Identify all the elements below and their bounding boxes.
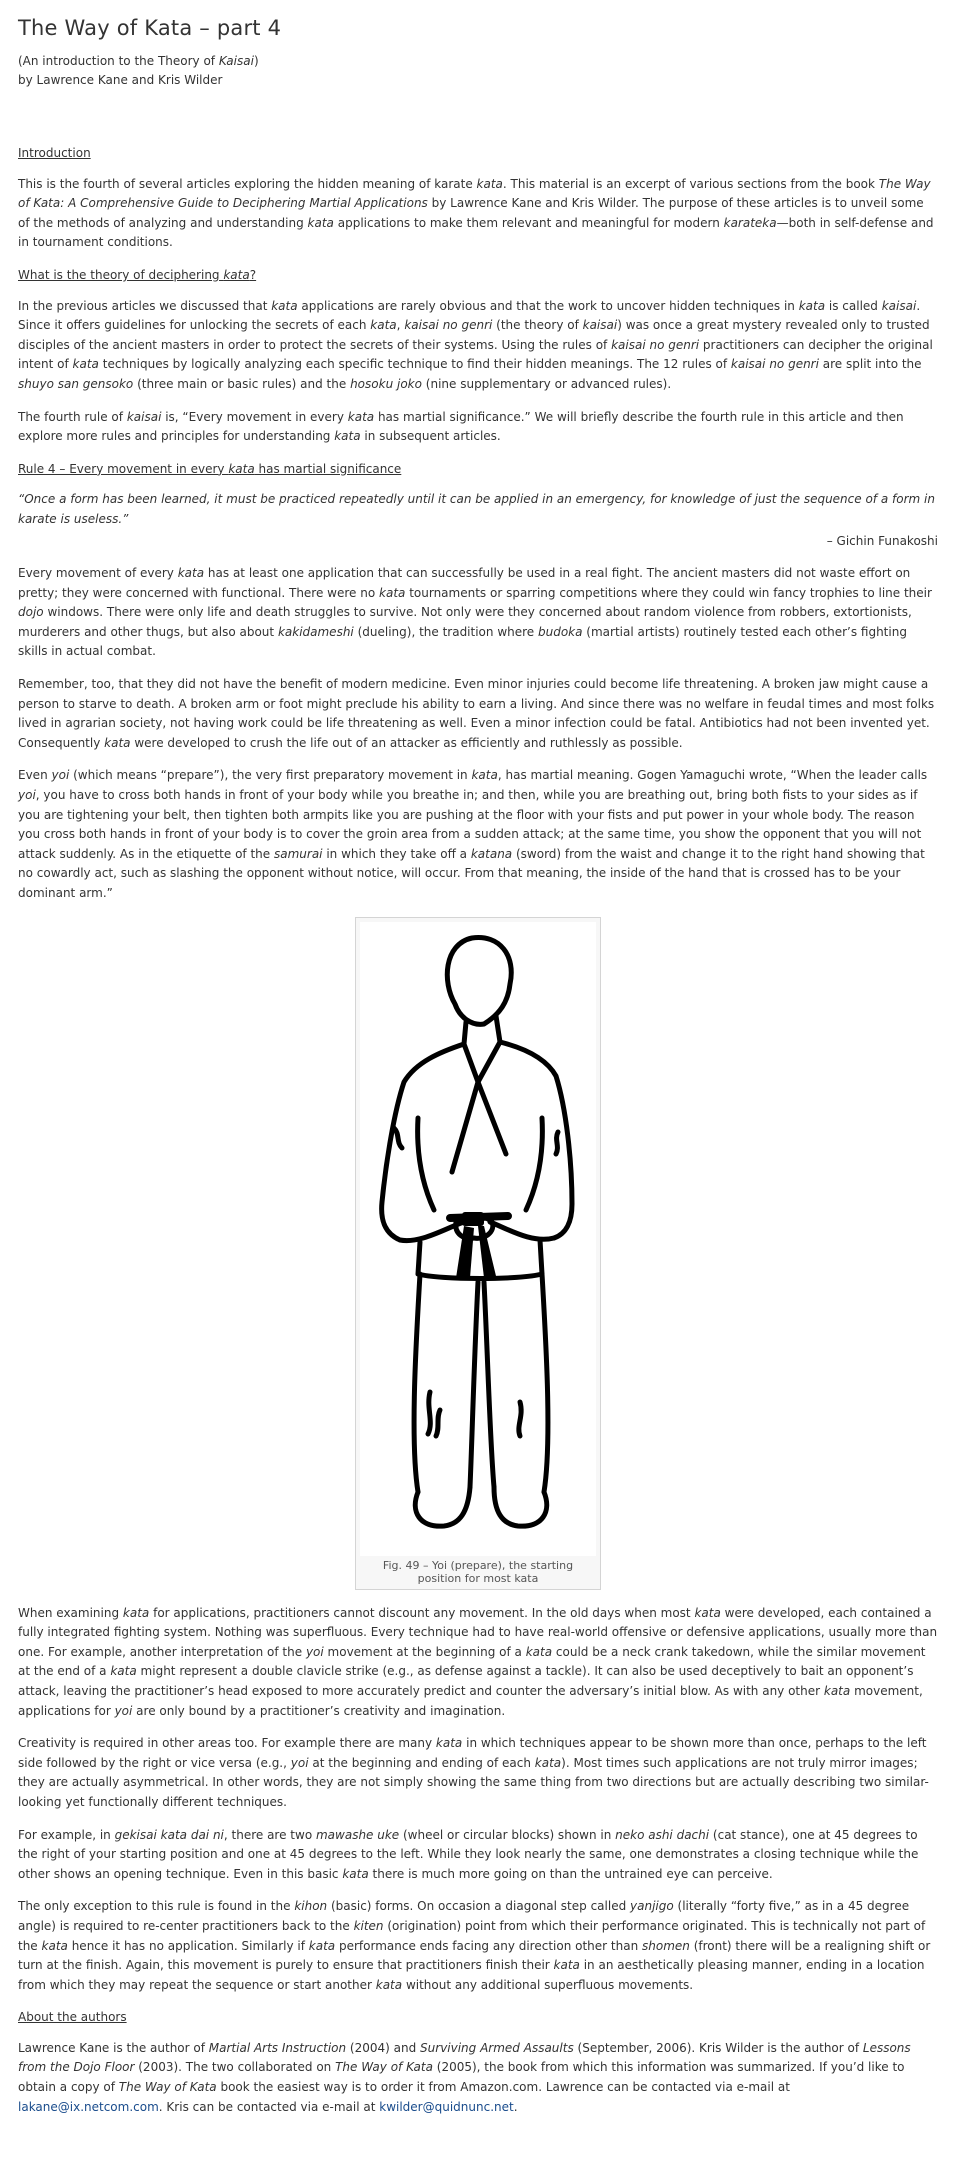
email-link-kris[interactable]: kwilder@quidnunc.net (379, 2099, 514, 2114)
paragraph-yoi: Even yoi (which means “prepare”), the very first preparatory movement in kata, has martial meaning. Gogen Yamaguchi wrote, “When the leader calls yoi, you have to cross both hands in front of your body while you breathe in; and then, while you are breathing out, bring both fists to your sides as if you are tightening your belt, then tighten both armpits like you are pushing at the floor with your fists and put power in your whole body. The reason you cross both hands in front of your body is to cover the groin area from a sudden attack; at the same time, you show the opponent that you will not attack suddenly. As in the etiquette of the samurai in which they take off a katana (sword) from the waist and change it to the right hand showing that no cowardly act, such as slashing the opponent without notice, will occur. From that meaning, the inside of the hand that is crossed has to be your dominant arm.” (18, 768, 928, 900)
page-title: The Way of Kata – part 4 (18, 16, 282, 40)
paragraph-gekisai: For example, in gekisai kata dai ni, there are two mawashe uke (wheel or circular blocks) shown in neko ashi dachi (cat stance), one at 45 degrees to the right of your starting position and one at 45 degrees to the left. While they look nearly the same, one demonstrates a closing technique while the other shows an opening technique. Even in this basic kata there is much more going on than the untrained eye can perceive. (18, 1827, 919, 1881)
figure-container (18, 917, 938, 1590)
paragraph-fourth-rule: The fourth rule of kaisai is, “Every movement in every kata has martial significance.” We will briefly describe the fourth rule in this article and then explore more rules and principles for understanding kata in subsequent articles. (18, 409, 904, 444)
paragraph-creativity: Creativity is required in other areas too. For example there are many kata in which techniques appear to be shown more than once, perhaps to the left side followed by the right or vice versa (e.g., yoi at the beginning and ending of each kata). Most times such applications are not truly mirror images; they are actually asymmetrical. In other words, they are not simply showing the same thing from two directions but are actually describing two similar-looking yet functionally different techniques. (18, 1736, 929, 1809)
paragraph-medicine: Remember, too, that they did not have the benefit of modern medicine. Even minor injuries could become life threatening. A broken jaw might cause a person to starve to death. A broken arm or foot might preclude his ability to earn a living. And since there was no welfare in feudal times and most folks lived in agrarian society, not having work could be life threatening as well. Even a minor infection could be fatal. Antibiotics had not been invented yet. Consequently kata were developed to crush the life out of an attacker as efficiently and ruthlessly as possible. (18, 677, 935, 750)
paragraph-examining: When examining kata for applications, practitioners cannot discount any movement. In the old days when most kata were developed, each contained a fully integrated fighting system. Nothing was superfluous. Every technique had to have real-world offensive or defensive applications, usually more than one. For example, another interpretation of the yoi movement at the beginning of a kata could be a neck crank takedown, while the similar movement at the end of a kata might represent a double clavicle strike (e.g., as defense against a tackle). It can also be used deceptively to bait an opponent’s attack, leaving the practitioner’s head exposed to more accurately predict and counter the adversary’s initial blow. As with any other kata movement, applications for yoi are only bound by a practitioner’s creativity and imagination. (18, 1605, 938, 1718)
email-link-lawrence[interactable]: lakane@ix.netcom.com (18, 2099, 159, 2114)
paragraph-intro: This is the fourth of several articles exploring the hidden meaning of karate kata. This material is an excerpt of various sections from the book The Way of Kata: A Comprehensive Guide to Deciphering Martial Applications by Lawrence Kane and Kris Wilder. The purpose of these articles is to unveil some of the methods of analyzing and understanding kata applications to make them relevant and meaningful for modern karateka—both in self-defense and in tournament conditions. (18, 176, 934, 250)
section-heading-theory: What is the theory of deciphering kata? (18, 267, 257, 282)
authors-line: by Lawrence Kane and Kris Wilder (18, 73, 223, 87)
paragraph-theory: In the previous articles we discussed that kata applications are rarely obvious and that the work to uncover hidden techniques in kata is called kaisai. Since it offers guidelines for unlocking the secrets of each kata, kaisai no genri (the theory of kaisai) was once a great mystery revealed only to trusted disciples of the ancient masters in order to protect the secrets of their systems. Using the rules of kaisai no genri practitioners can decipher the original intent of kata techniques by logically analyzing each specific technique to find their hidden meanings. The 12 rules of kaisai no genri are split into the shuyo san gensoko (three main or basic rules) and the hosoku joko (nine supplementary or advanced rules). (18, 298, 933, 391)
figure (355, 917, 601, 1590)
figure-caption: Fig. 49 – Yoi (prepare), the starting position for most kata (382, 1558, 574, 1585)
section-heading-about: About the authors (18, 2010, 127, 2025)
karateka-yoi-illustration (360, 922, 596, 1556)
byline (18, 52, 938, 90)
section-heading-introduction: Introduction (18, 146, 91, 160)
paragraph-about: Lawrence Kane is the author of Martial Arts Instruction (2004) and Surviving Armed Assaults (September, 2006). Kris Wilder is the author of Lessons from the Dojo Floor (2003). The two collaborated on The Way of Kata (2005), the book from which this information was summarized. If you’d like to obtain a copy of The Way of Kata book the easiest way is to order it from Amazon.com. Lawrence can be contacted via e-mail at lakane@ix.netcom.com. Kris can be contacted via e-mail at kwilder@quidnunc.net. (18, 2040, 911, 2114)
paragraph-functional: Every movement of every kata has at least one application that can successfully be used in a real fight. The ancient masters did not waste effort on pretty; they were concerned with functional. There were no kata tournaments or sparring competitions where they could win fancy trophies to line their dojo windows. There were only life and death struggles to survive. Not only were they concerned about random violence from robbers, extortionists, murderers and other thugs, but also about kakidameshi (dueling), the tradition where budoka (martial artists) routinely tested each other’s fighting skills in actual combat. (18, 566, 932, 659)
quote-author: – Gichin Funakoshi (826, 533, 938, 548)
subtitle: (An introduction to the Theory of Kaisai) (18, 54, 259, 68)
block-quote: “Once a form has been learned, it must be practiced repeatedly until it can be applied in an emergency, for knowledge of just the sequence of a form in karate is useless.” (18, 492, 935, 526)
section-heading-rule-4: Rule 4 – Every movement in every kata has martial significance (18, 461, 402, 476)
paragraph-exception: The only exception to this rule is found in the kihon (basic) forms. On occasion a diagonal step called yanjigo (literally “forty five,” as in a 45 degree angle) is required to re-center practitioners back to the kiten (origination) point from which their performance originated. This is technically not part of the kata hence it has no application. Similarly if kata performance ends facing any direction other than shomen (front) there will be a realigning shift or turn at the finish. Again, this movement is purely to ensure that practitioners finish their kata in an aesthetically pleasing manner, ending in a location from which they may repeat the sequence or start another kata without any additional superfluous movements. (18, 1899, 931, 1992)
